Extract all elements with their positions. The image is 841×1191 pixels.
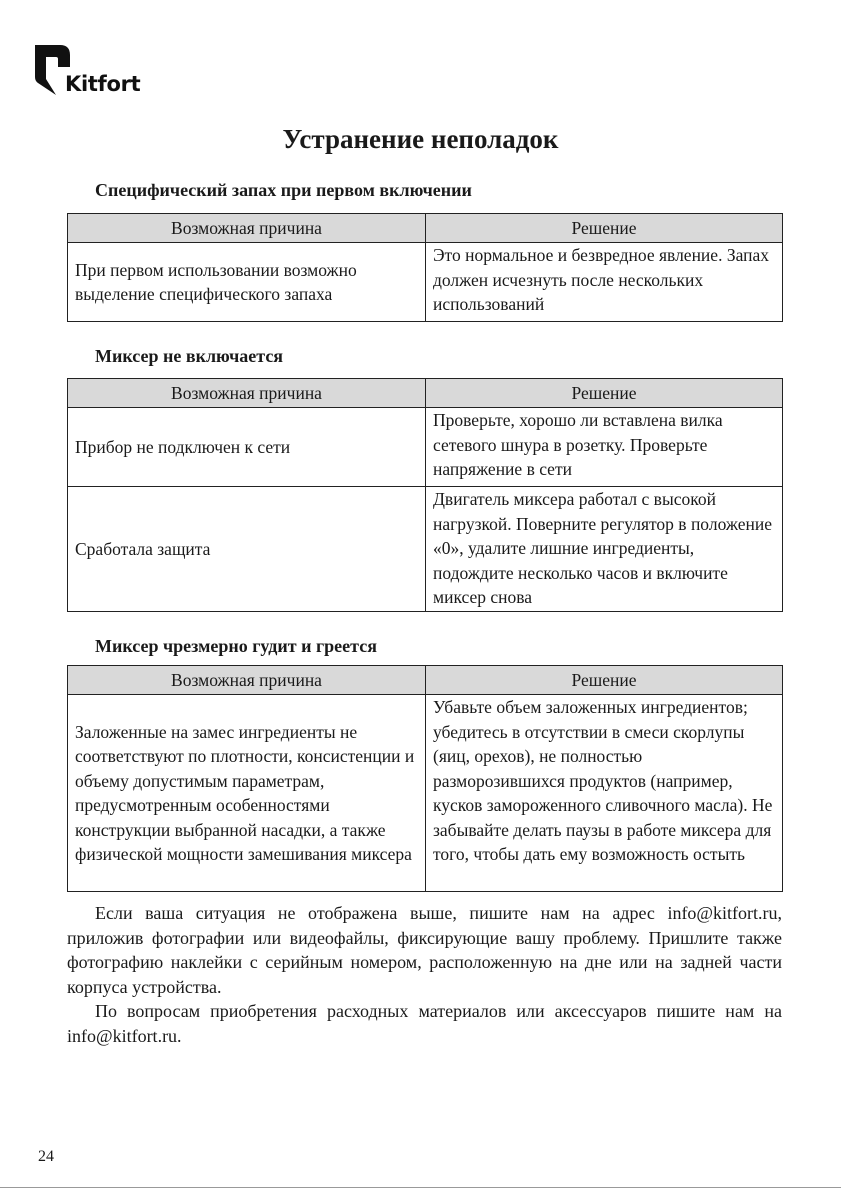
bottom-rule bbox=[0, 1187, 841, 1188]
table-header-row bbox=[68, 214, 783, 243]
brand-name: Kitfort bbox=[65, 72, 141, 96]
contact-paragraph: Если ваша ситуация не отображена выше, пишите нам на адрес info@kitfort.ru, приложив фотографии или видеофайлы, фиксирующие вашу проблему. Пришлите также фотографию наклейки с серийным номером, расположенную на дне или на задней части корпуса устройства. bbox=[67, 903, 782, 997]
table-header-row bbox=[68, 666, 783, 695]
table-row bbox=[68, 487, 783, 612]
solution-cell: Это нормальное и безвредное явление. Запах должен исчезнуть после нескольких использований bbox=[426, 243, 783, 322]
column-header-cause: Возможная причина bbox=[68, 379, 426, 408]
cause-cell: Сработала защита bbox=[68, 487, 426, 612]
page-number: 24 bbox=[38, 1148, 54, 1165]
troubleshooting-table-humming-heating bbox=[67, 665, 783, 892]
section-heading-not-turning-on: Миксер не включается bbox=[95, 346, 284, 366]
table-row bbox=[68, 243, 783, 322]
table-row bbox=[68, 695, 783, 892]
cause-cell: Прибор не подключен к сети bbox=[68, 408, 426, 487]
accessories-paragraph: По вопросам приобретения расходных материалов или аксессуаров пишите нам на info@kitfort.ru. bbox=[67, 1001, 782, 1046]
solution-cell: Убавьте объем заложенных ингредиентов; убедитесь в отсутствии в смеси скорлупы (яиц, орехов), не полностью разморозившихся продуктов (например, кусков замороженного сливочного масла). Не забывайте делать паузы в работе миксера для того, чтобы дать ему возможность остыть bbox=[426, 695, 783, 892]
troubleshooting-table-smell bbox=[67, 213, 783, 322]
table-row bbox=[68, 408, 783, 487]
page-title: Устранение неполадок bbox=[282, 124, 559, 154]
section-heading-smell: Специфический запах при первом включении bbox=[95, 180, 472, 200]
cause-cell: При первом использовании возможно выделение специфического запаха bbox=[68, 243, 426, 322]
troubleshooting-table-not-turning-on bbox=[67, 378, 783, 612]
section-heading-humming-heating: Миксер чрезмерно гудит и греется bbox=[95, 636, 377, 656]
column-header-solution: Решение bbox=[426, 666, 783, 695]
contact-info bbox=[67, 901, 782, 1048]
solution-cell: Двигатель миксера работал с высокой нагрузкой. Поверните регулятор в положение «0», удалите лишние ингредиенты, подождите несколько часов и включите миксер снова bbox=[426, 487, 783, 612]
column-header-cause: Возможная причина bbox=[68, 666, 426, 695]
column-header-solution: Решение bbox=[426, 214, 783, 243]
cause-cell: Заложенные на замес ингредиенты не соответствуют по плотности, консистенции и объему допустимым параметрам, предусмотренным особенностями конструкции выбранной насадки, а также физической мощности замешивания миксера bbox=[68, 695, 426, 892]
column-header-solution: Решение bbox=[426, 379, 783, 408]
solution-cell: Проверьте, хорошо ли вставлена вилка сетевого шнура в розетку. Проверьте напряжение в сети bbox=[426, 408, 783, 487]
table-header-row bbox=[68, 379, 783, 408]
column-header-cause: Возможная причина bbox=[68, 214, 426, 243]
